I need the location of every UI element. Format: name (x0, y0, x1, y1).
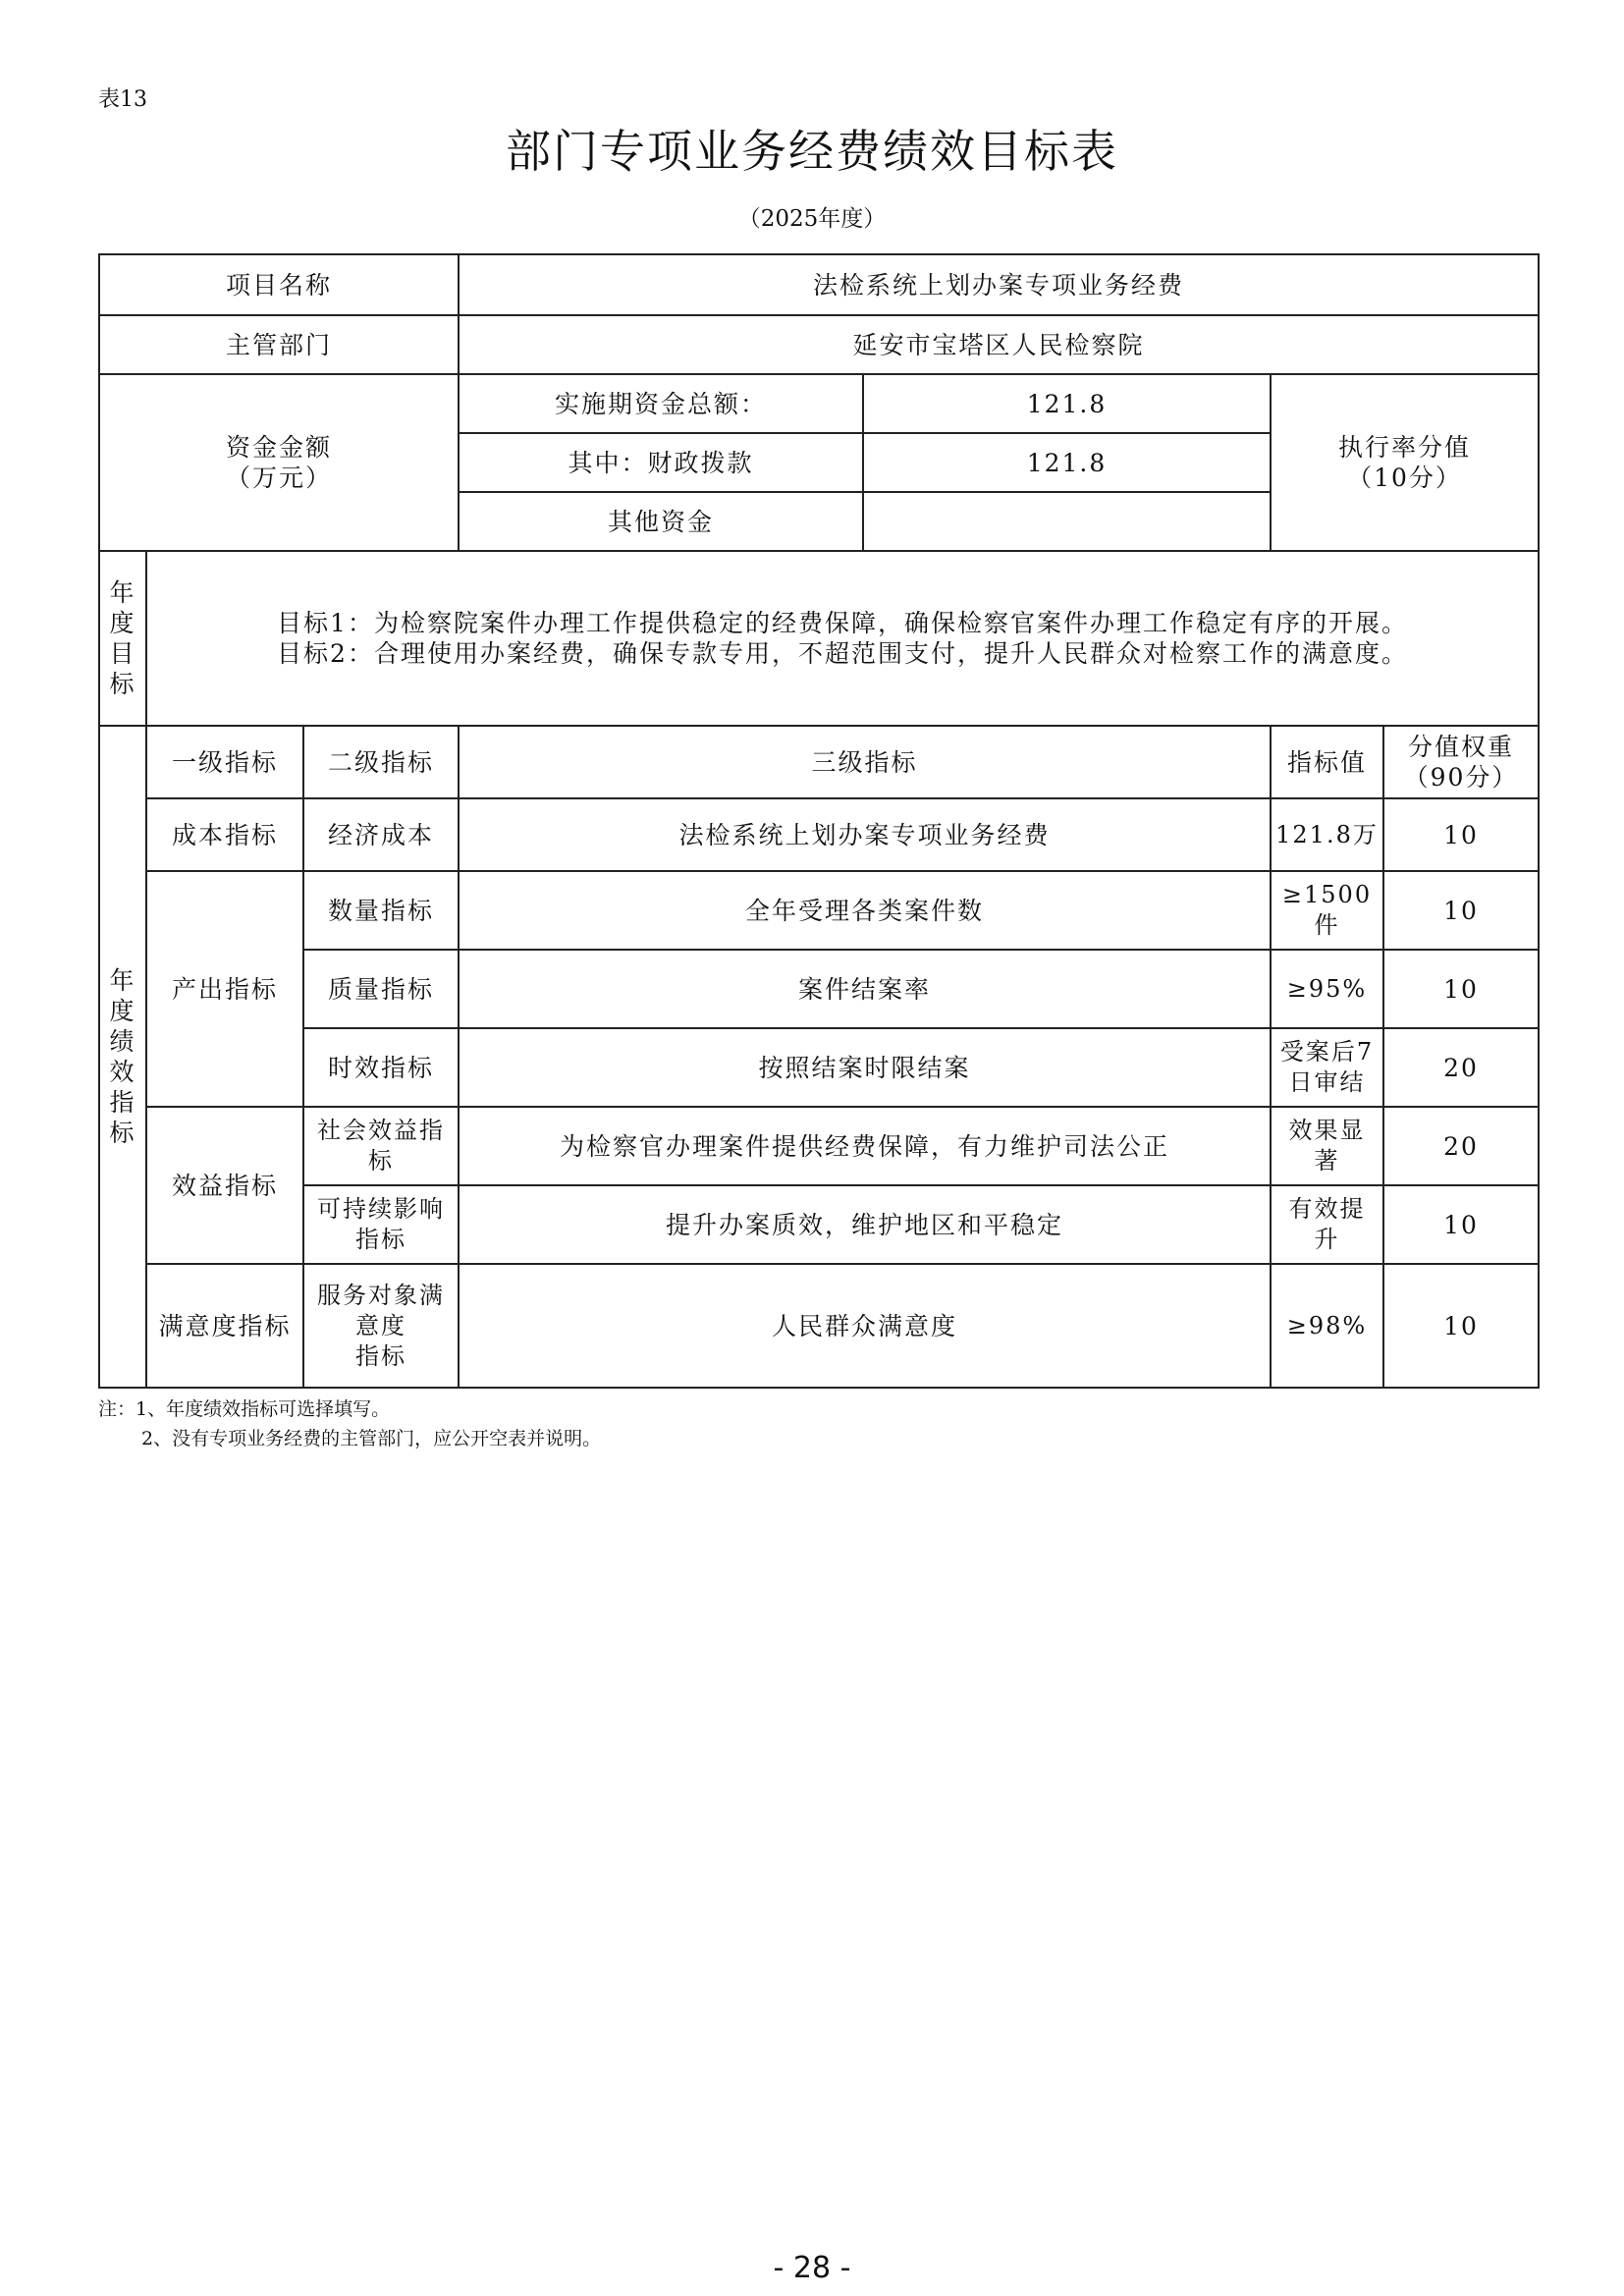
level1-output: 产出指标 (146, 871, 303, 1107)
level3-cost: 法检系统上划办案专项业务经费 (459, 798, 1271, 871)
annual-goal-content (146, 551, 1539, 726)
header-weight-line1: 分值权重 (1408, 733, 1515, 761)
value-sustainable-impact (1271, 1185, 1383, 1264)
level2-sustainable-impact (303, 1185, 459, 1264)
header-weight-line2: （90分） (1403, 763, 1519, 792)
performance-target-table (98, 253, 1540, 1389)
execution-rate-score (1271, 374, 1539, 551)
table-row (99, 798, 1539, 871)
performance-indicator-label (99, 726, 146, 1388)
weight-satisfaction: 10 (1383, 1264, 1539, 1388)
department-label: 主管部门 (99, 315, 459, 374)
level2-satisfaction-line2: 意度 (355, 1311, 406, 1339)
weight-quality: 10 (1383, 950, 1539, 1028)
value-satisfaction: ≥98% (1271, 1264, 1383, 1388)
other-funds-value (863, 492, 1271, 551)
value-timeliness (1271, 1028, 1383, 1107)
level2-quality: 质量指标 (303, 950, 459, 1028)
label-char: 度 (109, 997, 136, 1025)
execution-rate-label-line1: 执行率分值 (1338, 433, 1472, 462)
level3-sustainable-impact: 提升办案质效，维护地区和平稳定 (459, 1185, 1271, 1264)
level2-satisfaction-line1: 服务对象满 (317, 1281, 445, 1309)
value-sustain-line1: 有效提 (1288, 1195, 1366, 1223)
weight-timeliness: 20 (1383, 1028, 1539, 1107)
other-funds-label: 其他资金 (459, 492, 863, 551)
fiscal-appropriation-label: 其中：财政拨款 (459, 433, 863, 492)
header-level2: 二级指标 (303, 726, 459, 798)
total-fund-label: 实施期资金总额： (459, 374, 863, 433)
value-quality: ≥95% (1271, 950, 1383, 1028)
project-name-label: 项目名称 (99, 254, 459, 315)
weight-social-benefit: 20 (1383, 1107, 1539, 1185)
header-level3: 三级指标 (459, 726, 1271, 798)
level2-service-satisfaction (303, 1264, 459, 1388)
table-row (99, 1185, 1539, 1264)
value-social-line1: 效果显 (1288, 1117, 1366, 1144)
level2-satisfaction-line3: 指标 (355, 1341, 406, 1370)
table-row (99, 871, 1539, 950)
fiscal-appropriation-value: 121.8 (863, 433, 1271, 492)
level1-satisfaction: 满意度指标 (146, 1264, 303, 1388)
label-char: 标 (109, 670, 136, 698)
fund-amount-label (99, 374, 459, 551)
footnote-1: 注：1、年度绩效指标可选择填写。 (98, 1398, 391, 1420)
label-char: 年 (109, 966, 136, 995)
table-row (99, 1107, 1539, 1185)
header-level1: 一级指标 (146, 726, 303, 798)
footnotes (98, 1394, 601, 1453)
total-fund-value: 121.8 (863, 374, 1271, 433)
label-char: 标 (109, 1119, 136, 1147)
label-char: 年 (109, 578, 136, 607)
table-row (99, 1028, 1539, 1107)
fund-amount-label-line2: （万元） (225, 464, 332, 492)
level2-economic-cost: 经济成本 (303, 798, 459, 871)
label-char: 绩 (109, 1027, 136, 1056)
value-timeliness-line2: 日审结 (1288, 1068, 1366, 1096)
fund-amount-label-line1: 资金金额 (225, 433, 332, 462)
value-quantity-line1: ≥1500 (1281, 881, 1373, 908)
label-char: 目 (109, 639, 136, 668)
table-row (99, 1264, 1539, 1388)
value-timeliness-line1: 受案后7 (1279, 1038, 1375, 1066)
level3-social-benefit: 为检察官办理案件提供经费保障，有力维护司法公正 (459, 1107, 1271, 1185)
level1-benefit: 效益指标 (146, 1107, 303, 1264)
header-weight (1383, 726, 1539, 798)
weight-sustainable-impact: 10 (1383, 1185, 1539, 1264)
level2-timeliness: 时效指标 (303, 1028, 459, 1107)
value-sustain-line2: 升 (1314, 1226, 1340, 1253)
level1-cost: 成本指标 (146, 798, 303, 871)
header-indicator-value: 指标值 (1271, 726, 1383, 798)
project-name-value: 法检系统上划办案专项业务经费 (459, 254, 1539, 315)
weight-quantity: 10 (1383, 871, 1539, 950)
weight-cost: 10 (1383, 798, 1539, 871)
page-number: - 28 - (773, 2251, 851, 2285)
goal-2: 目标2：合理使用办案经费，确保专款专用，不超范围支付，提升人民群众对检察工作的满意度。 (277, 639, 1408, 668)
level2-quantity: 数量指标 (303, 871, 459, 950)
label-char: 效 (109, 1058, 136, 1086)
label-char: 指 (109, 1088, 136, 1117)
annual-goal-label (99, 551, 146, 726)
level2-social-benefit-line2: 标 (368, 1147, 394, 1175)
execution-rate-label-line2: （10分） (1347, 464, 1462, 492)
level3-quality: 案件结案率 (459, 950, 1271, 1028)
level2-social-benefit (303, 1107, 459, 1185)
value-quantity-line2: 件 (1314, 911, 1340, 939)
level3-timeliness: 按照结案时限结案 (459, 1028, 1271, 1107)
footnote-2: 2、没有专项业务经费的主管部门，应公开空表并说明。 (141, 1428, 602, 1449)
page-title: 部门专项业务经费绩效目标表 (506, 125, 1118, 178)
value-social-benefit (1271, 1107, 1383, 1185)
goal-1: 目标1：为检察院案件办理工作提供稳定的经费保障，确保检察官案件办理工作稳定有序的开展。 (277, 609, 1408, 637)
value-cost: 121.8万 (1271, 798, 1383, 871)
level2-sustainable-line1: 可持续影响 (317, 1195, 445, 1223)
table-number: 表13 (98, 87, 147, 112)
value-social-line2: 著 (1314, 1147, 1340, 1175)
level3-quantity: 全年受理各类案件数 (459, 871, 1271, 950)
table-row (99, 950, 1539, 1028)
level2-sustainable-line2: 指标 (355, 1226, 406, 1253)
level3-satisfaction: 人民群众满意度 (459, 1264, 1271, 1388)
label-char: 度 (109, 609, 136, 637)
level2-social-benefit-line1: 社会效益指 (317, 1117, 445, 1144)
value-quantity (1271, 871, 1383, 950)
department-value: 延安市宝塔区人民检察院 (459, 315, 1539, 374)
fiscal-year: （2025年度） (737, 206, 887, 232)
